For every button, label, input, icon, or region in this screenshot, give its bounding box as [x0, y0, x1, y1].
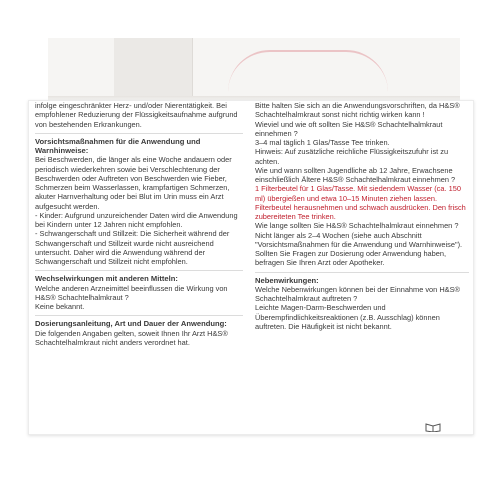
- divider: [255, 272, 469, 273]
- open-book-icon: [425, 422, 441, 432]
- box-side-panel: [114, 38, 193, 98]
- box-decoration: [228, 50, 388, 92]
- interactions-answer: Keine bekannt.: [35, 302, 85, 311]
- side-effects-heading: Nebenwirkungen:: [255, 275, 319, 285]
- package-insert-face: [28, 100, 474, 435]
- warnings-text: Bei Beschwerden, die länger als eine Woche andauern oder periodisch wiederkehren sowie bei Verschlechterung der Beschwerden oder Auftreten von Beschwerden wie Fieber, Schmerzen beim Wasserlassen, krampfartigen Schmerzen, akuter Harnverhaltung oder bei Blut im Urin muss ein Arzt aufgesucht werden.: [35, 155, 232, 211]
- duration-answer: Nicht länger als 2–4 Wochen (siehe auch Abschnitt "Vorsichtsmaßnahmen für die Anwendung und Warnhinweise"). Sollten Sie Fragen zur Dosierung oder Anwendung haben, befragen Sie Ihren Arzt oder Apotheker.: [255, 230, 463, 268]
- side-effects-question: Welche Nebenwirkungen können bei der Einnahme von H&S® Schachtelhalmkraut auftreten ?: [255, 284, 460, 303]
- usage-instructions: Bitte halten Sie sich an die Anwendungsvorschriften, da H&S® Schachtelhalmkraut sonst nicht richtig wirken kann !: [255, 101, 460, 120]
- dosage-heading: Dosierungsanleitung, Art und Dauer der Anwendung:: [35, 319, 227, 329]
- intro-text: infolge eingeschränkter Herz- und/oder Nierentätigkeit. Bei empfohlener Reduzierung der Flüssigkeitsaufnahme aufgrund von bestehenden Erkrankungen.: [35, 101, 238, 129]
- warnings-heading: Vorsichtsmaßnahmen für die Anwendung und Warnhinweise:: [35, 136, 201, 155]
- left-column: [35, 101, 243, 347]
- duration-question: Wie lange sollten Sie H&S® Schachtelhalmkraut einnehmen ?: [255, 221, 459, 231]
- divider: [35, 133, 243, 134]
- interactions-heading: Wechselwirkungen mit anderen Mitteln:: [35, 274, 178, 284]
- how-much-question: Wieviel und wie oft sollten Sie H&S® Schachtelhalmkraut einnehmen ?: [255, 119, 443, 138]
- interactions-question: Welche anderen Arzneimittel beeinflussen die Wirkung von H&S® Schachtelhalmkraut ?: [35, 283, 228, 302]
- right-column: [255, 101, 469, 331]
- fluid-hint: Hinweis: Auf zusätzliche reichliche Flüssigkeitszufuhr ist zu achten.: [255, 147, 449, 166]
- how-much-answer: 3–4 mal täglich 1 Glas/Tasse Tee trinken.: [255, 138, 390, 147]
- pregnancy-note: - Schwangerschaft und Stillzeit: Die Sicherheit während der Schwangerschaft und Stillzeit wurde nicht ausreichend untersucht. Daher wird die Anwendung während der Schwangerschaft und Stillzeit nicht empfohlen.: [35, 229, 230, 266]
- divider: [35, 270, 243, 271]
- side-effects-answer: Leichte Magen-Darm-Beschwerden und Überempfindlichkeitsreaktionen (z.B. Ausschlag) können auftreten. Die Häufigkeit ist nicht bekannt.: [255, 303, 440, 331]
- how-when-question: Wie und wann sollten Jugendliche ab 12 Jahre, Erwachsene einschließlich Ältere H&S® Schachtelhalmkraut einnehmen ?: [255, 165, 456, 184]
- divider: [35, 315, 243, 316]
- children-note: - Kinder: Aufgrund unzureichender Daten wird die Anwendung bei Kindern unter 12 Jahren nicht empfohlen.: [35, 210, 238, 229]
- preparation-instructions: 1 Filterbeutel für 1 Glas/Tasse. Mit siedendem Wasser (ca. 150 ml) übergießen und etwa 10–15 Minuten ziehen lassen. Filterbeutel herausnehmen und schwach ausdrücken. Den frisch zubereiteten Tee trinken.: [255, 184, 466, 221]
- dosage-text: Die folgenden Angaben gelten, soweit Ihnen Ihr Arzt H&S® Schachtelhalmkraut nicht anders verordnet hat.: [35, 328, 228, 347]
